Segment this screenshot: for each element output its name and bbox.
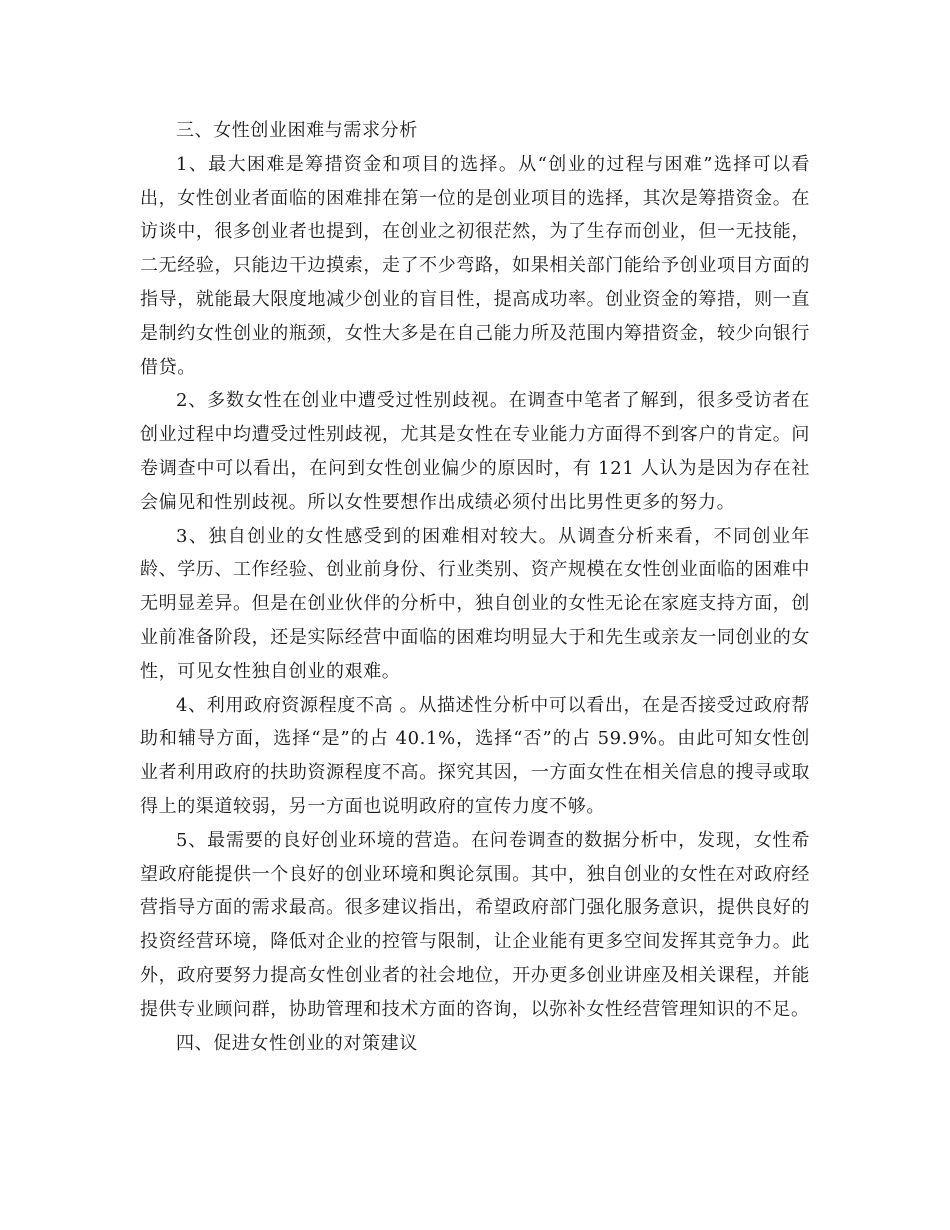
paragraph-3: 3、独自创业的女性感受到的困难相对较大。从调查分析来看，不同创业年龄、学历、工作经验、创业前身份、行业类别、资产规模在女性创业面临的困难中无明显差异。但是在创业伙伴的分析中，独自创业的女性无论在家庭支持方面，创业前准备阶段，还是实际经营中面临的困难均明显大于和先生或亲友一同创业的女性，可见女性独自创业的艰难。 [140,525,810,682]
paragraph-4: 4、利用政府资源程度不高 。从描述性分析中可以看出，在是否接受过政府帮助和辅导方面，选择“是”的占 40.1%，选择“否”的占 59.9%。由此可知女性创业者利用政府的扶助资源程度不高。探究其因，一方面女性在相关信息的搜寻或取得上的渠道较弱，另一方面也说明政府的宣传力度不够。 [140,694,810,817]
section-heading-3: 三、女性创业困难与需求分析 [176,120,418,141]
paragraph-2: 2、多数女性在创业中遭受过性别歧视。在调查中笔者了解到，很多受访者在创业过程中均遭受过性别歧视，尤其是女性在专业能力方面得不到客户的肯定。问卷调查中可以看出，在问到女性创业偏少的原因时，有 121 人认为是因为存在社会偏见和性别歧视。所以女性要想作出成绩必须付出比男性更多的努力。 [140,390,810,513]
paragraph-1: 1、最大困难是筹措资金和项目的选择。从“创业的过程与困难”选择可以看出，女性创业者面临的困难排在第一位的是创业项目的选择，其次是筹措资金。在访谈中，很多创业者也提到，在创业之初很茫然，为了生存而创业，但一无技能，二无经验，只能边干边摸索，走了不少弯路，如果相关部门能给予创业项目方面的指导，就能最大限度地减少创业的盲目性，提高成功率。创业资金的筹措，则一直是制约女性创业的瓶颈，女性大多是在自己能力所及范围内筹措资金，较少向银行借贷。 [140,153,810,378]
section-heading-4: 四、促进女性创业的对策建议 [176,1032,418,1054]
paragraph-5: 5、最需要的良好创业环境的营造。在问卷调查的数据分析中，发现，女性希望政府能提供一个良好的创业环境和舆论氛围。其中，独自创业的女性在对政府经营指导方面的需求最高。很多建议指出，希望政府部门强化服务意识，提供良好的投资经营环境，降低对企业的控管与限制，让企业能有更多空间发挥其竞争力。此外，政府要努力提高女性创业者的社会地位，开办更多创业讲座及相关课程，并能提供专业顾问群，协助管理和技术方面的咨询，以弥补女性经营管理知识的不足。 [140,829,810,1020]
